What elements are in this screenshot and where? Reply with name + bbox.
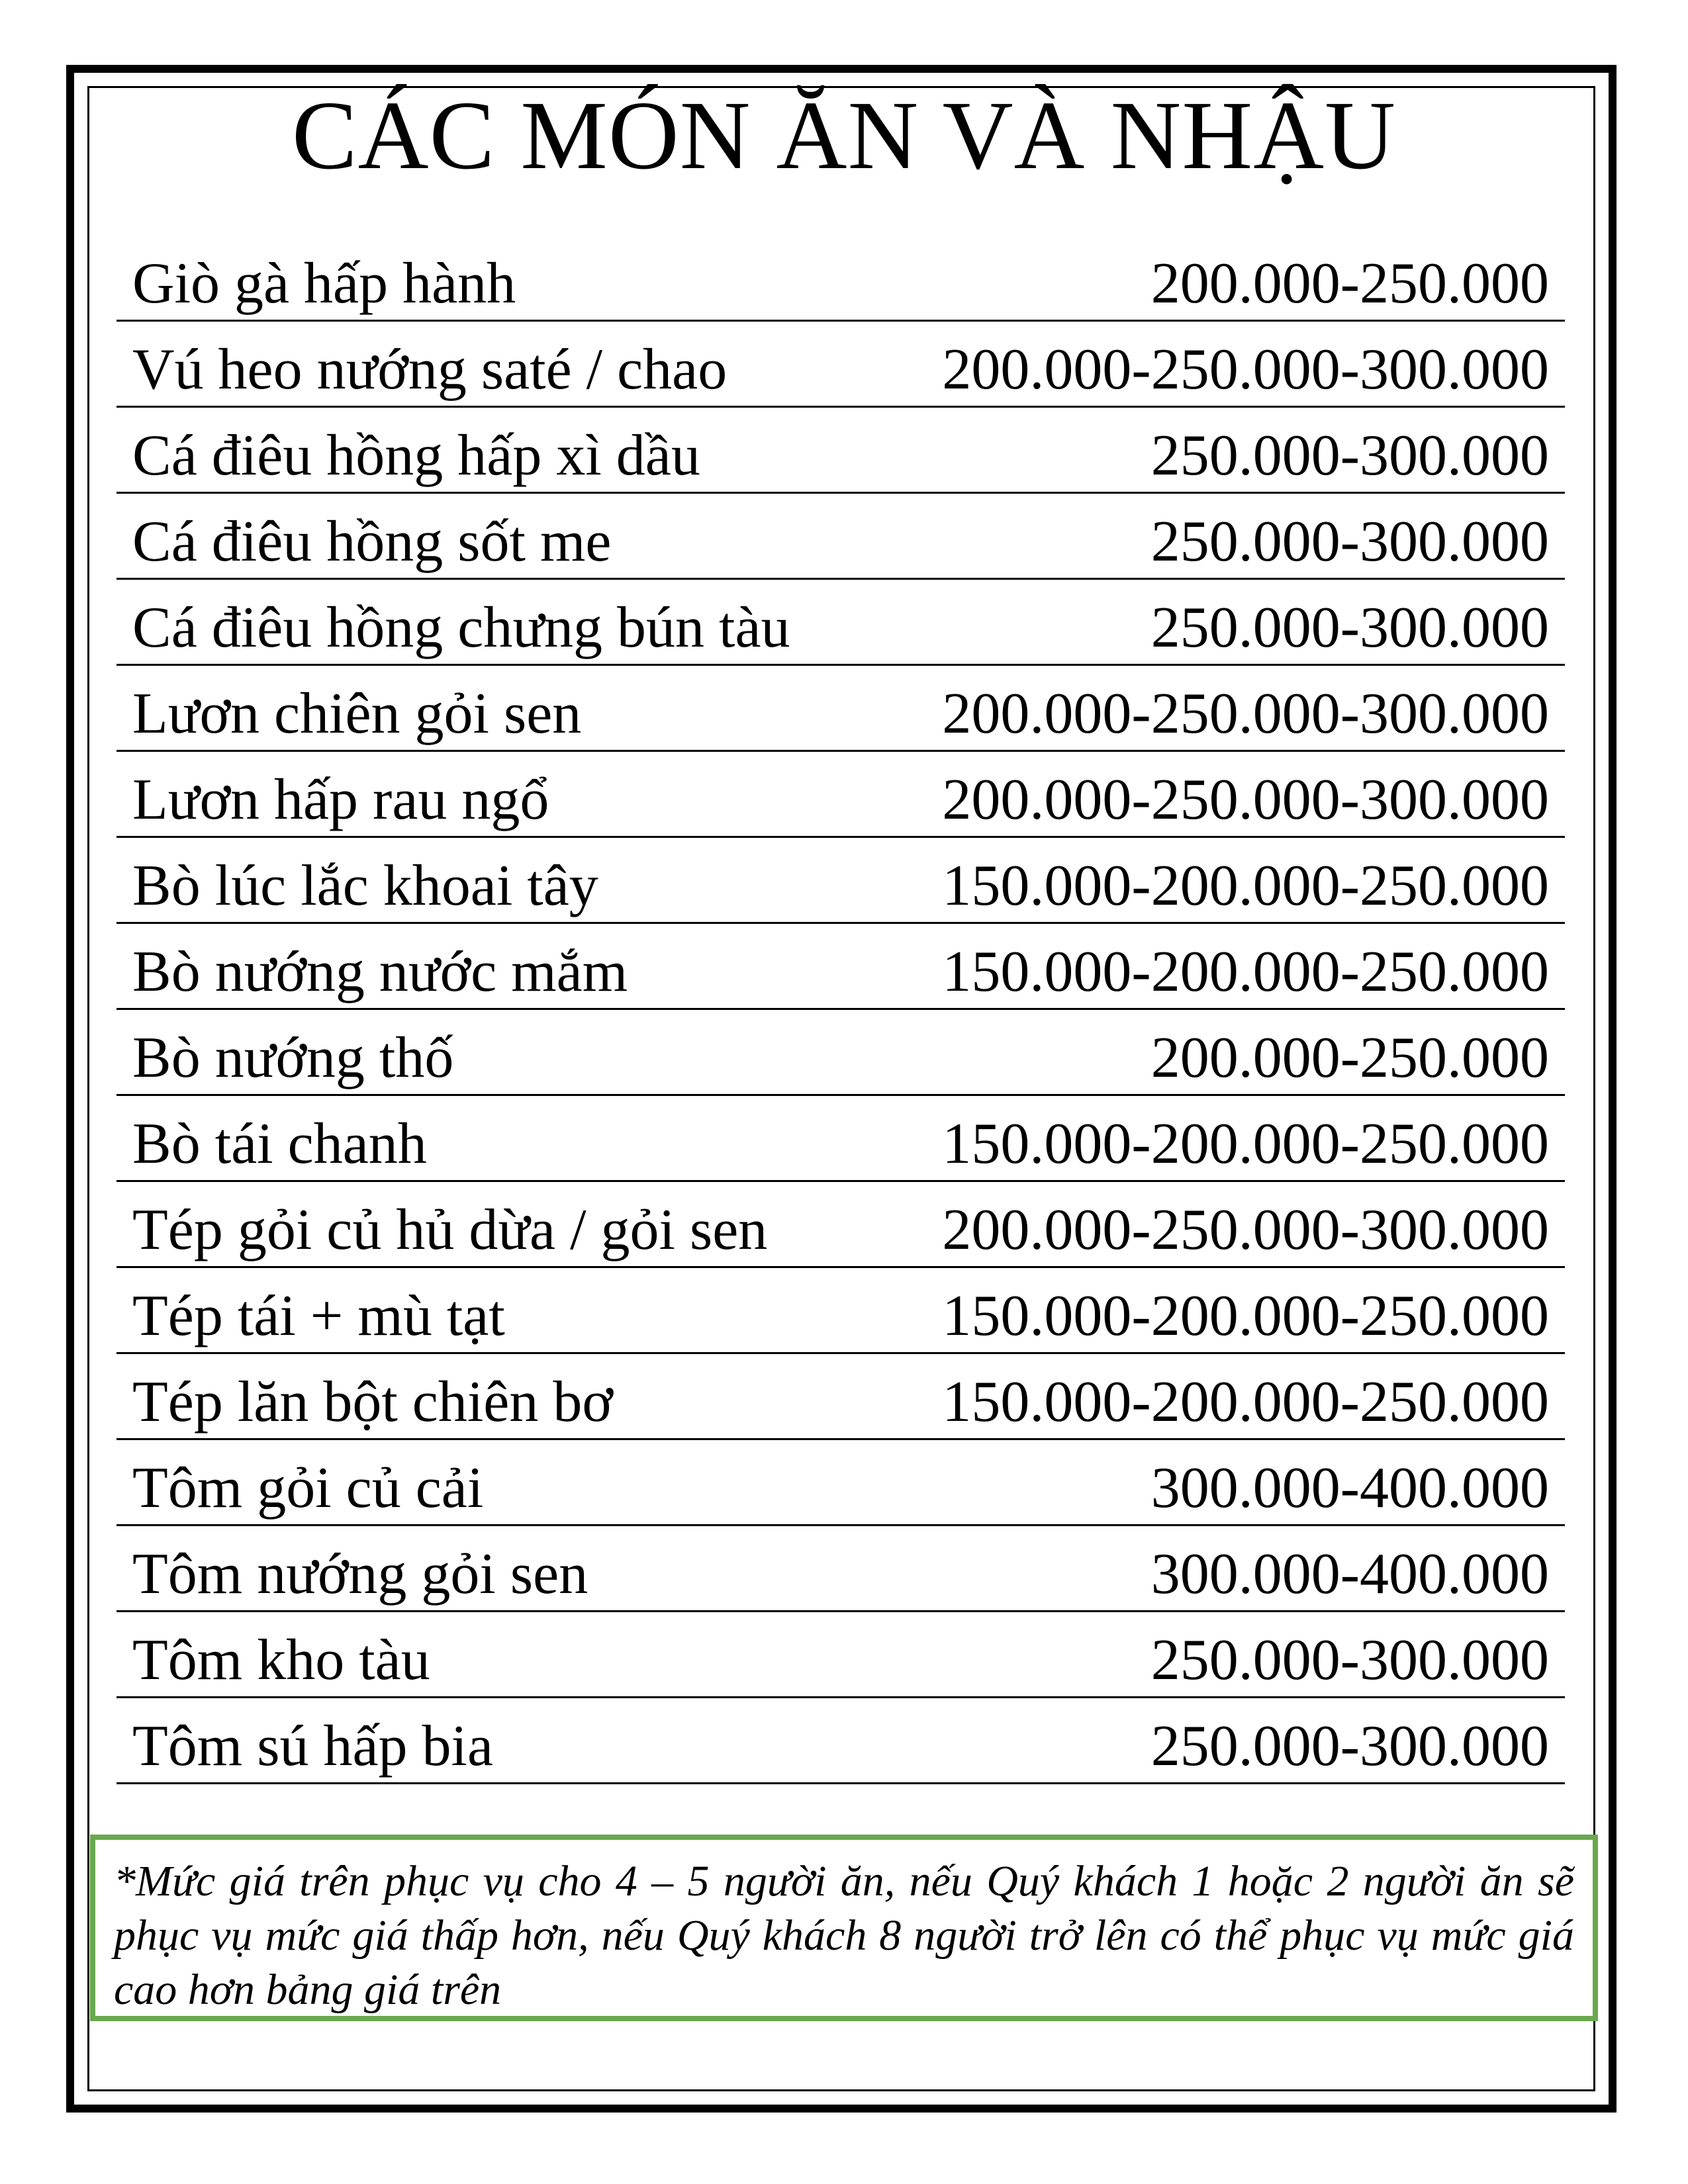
dish-price: 150.000-200.000-250.000 <box>942 1284 1549 1348</box>
dish-price: 200.000-250.000-300.000 <box>942 768 1549 832</box>
dish-price: 300.000-400.000 <box>1150 1456 1549 1520</box>
menu-row <box>117 666 1565 752</box>
dish-name: Bò nướng nước mắm <box>132 940 628 1004</box>
dish-name: Giò gà hấp hành <box>132 251 516 316</box>
menu-row <box>117 1268 1565 1354</box>
menu-list <box>117 236 1565 1784</box>
dish-name: Cá điêu hồng sốt me <box>132 510 612 574</box>
dish-name: Vú heo nướng saté / chao <box>132 338 727 402</box>
dish-name: Tép lăn bột chiên bơ <box>132 1370 613 1434</box>
menu-row <box>117 236 1565 322</box>
menu-row <box>117 1526 1565 1612</box>
menu-row <box>117 580 1565 666</box>
dish-name: Tôm sú hấp bia <box>132 1714 494 1778</box>
dish-price: 250.000-300.000 <box>1150 510 1549 574</box>
dish-price: 250.000-300.000 <box>1150 1714 1549 1778</box>
dish-price: 200.000-250.000-300.000 <box>942 682 1549 746</box>
dish-price: 200.000-250.000 <box>1150 1026 1549 1090</box>
dish-name: Lươn hấp rau ngổ <box>132 768 549 832</box>
dish-name: Cá điêu hồng chưng bún tàu <box>132 596 790 660</box>
dish-name: Tôm nướng gỏi sen <box>132 1542 588 1606</box>
dish-price: 150.000-200.000-250.000 <box>942 1112 1549 1176</box>
dish-name: Cá điêu hồng hấp xì dầu <box>132 424 700 488</box>
menu-row <box>117 924 1565 1010</box>
dish-name: Tép gỏi củ hủ dừa / gỏi sen <box>132 1198 768 1262</box>
price-note-box <box>90 1835 1598 2021</box>
dish-price: 250.000-300.000 <box>1150 424 1549 488</box>
dish-name: Bò lúc lắc khoai tây <box>132 854 598 918</box>
menu-row <box>117 1096 1565 1182</box>
dish-name: Bò tái chanh <box>132 1112 427 1176</box>
dish-price: 150.000-200.000-250.000 <box>942 1370 1549 1434</box>
menu-row <box>117 408 1565 494</box>
dish-price: 150.000-200.000-250.000 <box>942 854 1549 918</box>
menu-row <box>117 838 1565 924</box>
menu-row <box>117 1612 1565 1698</box>
dish-name: Tép tái + mù tạt <box>132 1284 505 1348</box>
menu-row <box>117 494 1565 580</box>
menu-row <box>117 1440 1565 1526</box>
menu-row <box>117 1010 1565 1096</box>
dish-price: 250.000-300.000 <box>1150 1628 1549 1692</box>
menu-row <box>117 1698 1565 1784</box>
menu-row <box>117 752 1565 838</box>
dish-name: Bò nướng thố <box>132 1026 454 1090</box>
menu-row <box>117 322 1565 408</box>
menu-row <box>117 1182 1565 1268</box>
price-note-text: *Mức giá trên phục vụ cho 4 – 5 người ăn, nếu Quý khách 1 hoặc 2 người ăn sẽ phục vụ mức giá thấp hơn, nếu Quý khách 8 người trở lên có thể phục vụ mức giá cao hơn bảng giá trên <box>114 1857 1574 2014</box>
dish-price: 250.000-300.000 <box>1150 596 1549 660</box>
dish-price: 150.000-200.000-250.000 <box>942 940 1549 1004</box>
menu-row <box>117 1354 1565 1440</box>
dish-name: Tôm gỏi củ cải <box>132 1456 484 1520</box>
dish-price: 200.000-250.000-300.000 <box>942 1198 1549 1262</box>
dish-name: Lươn chiên gỏi sen <box>132 682 582 746</box>
dish-name: Tôm kho tàu <box>132 1628 430 1692</box>
dish-price: 300.000-400.000 <box>1150 1542 1549 1606</box>
dish-price: 200.000-250.000-300.000 <box>942 338 1549 402</box>
page-title: CÁC MÓN ĂN VÀ NHẬU <box>291 81 1397 190</box>
dish-price: 200.000-250.000 <box>1150 251 1549 316</box>
